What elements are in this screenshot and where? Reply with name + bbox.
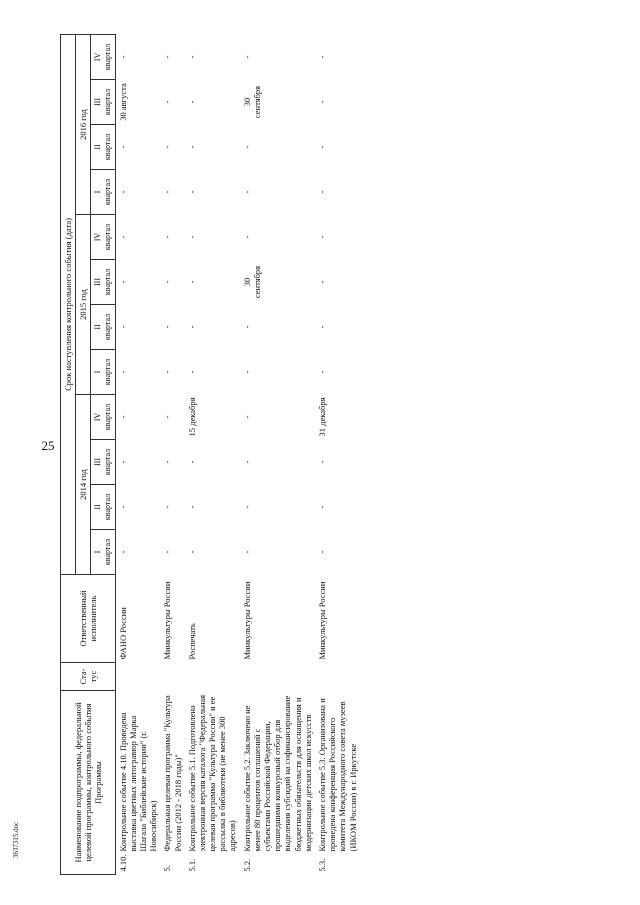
row-number: 5.3.	[316, 858, 327, 872]
row-date-cell: -	[117, 280, 128, 284]
header-quarter-word: квартал	[102, 538, 112, 566]
header-name: Наименование подпрограммы, федеральной целевой программы, контрольного события Программы	[61, 691, 116, 875]
header-quarter	[91, 485, 115, 530]
row-date-cell: -	[186, 325, 197, 329]
row-date-cell: -	[162, 505, 173, 509]
header-quarter-word: квартал	[102, 493, 112, 521]
header-quarter-word: квартал	[102, 268, 112, 296]
row-executor: Роспечать	[186, 623, 197, 660]
row-date-cell: 30 сентября	[241, 85, 262, 119]
row-date-cell: -	[316, 370, 327, 374]
table-row	[240, 34, 315, 874]
row-date-cell: -	[162, 100, 173, 104]
row-status	[185, 663, 240, 691]
row-date-cell: -	[117, 370, 128, 374]
header-quarter-word: квартал	[102, 448, 112, 476]
row-date-cell: -	[186, 280, 197, 284]
header-quarter-num: I	[93, 370, 103, 374]
table-row	[185, 34, 240, 874]
header-quarter	[91, 305, 115, 350]
page-number: 25	[41, 438, 55, 453]
control-events-table	[60, 34, 360, 875]
row-date-cell: -	[162, 145, 173, 149]
row-executor: Минкультуры России	[241, 581, 252, 660]
header-quarter-word: квартал	[102, 223, 112, 251]
row-name: Федеральная целевая программа "Культура России (2012 - 2018 годы)"	[162, 695, 183, 852]
row-date-cell: -	[241, 55, 252, 59]
header-quarter	[91, 260, 115, 305]
row-date-cell: -	[186, 550, 197, 554]
row-status	[115, 663, 160, 691]
row-number: 5.1.	[186, 858, 197, 872]
header-deadline: Срок наступления контрольного события (дата)	[61, 34, 76, 574]
header-quarter-num: IV	[93, 52, 103, 62]
row-date-cell: -	[117, 550, 128, 554]
row-executor: Минкультуры России	[162, 581, 173, 660]
row-date-cell: -	[316, 145, 327, 149]
header-quarter-word: квартал	[102, 358, 112, 386]
row-date-cell: 15 декабря	[186, 397, 197, 437]
table-row	[315, 34, 360, 874]
row-date-cell: -	[117, 235, 128, 239]
row-date-cell: -	[241, 415, 252, 419]
row-date-cell: -	[186, 100, 197, 104]
header-quarter	[91, 170, 115, 215]
rotated-table-container	[60, 35, 612, 875]
row-date-cell: -	[162, 190, 173, 194]
header-quarter-num: III	[93, 98, 103, 106]
header-quarter-num: II	[93, 504, 103, 510]
header-quarter	[91, 125, 115, 170]
row-date-cell: -	[117, 460, 128, 464]
header-executor: Ответственный исполнитель	[61, 575, 116, 663]
row-date-cell: -	[241, 460, 252, 464]
footer-text: 3637315.doc	[12, 821, 20, 859]
header-quarter-word: квартал	[102, 133, 112, 161]
row-date-cell: -	[241, 235, 252, 239]
row-date-cell: -	[162, 235, 173, 239]
row-date-cell: -	[186, 505, 197, 509]
header-quarter-word: квартал	[102, 43, 112, 71]
row-date-cell: -	[162, 460, 173, 464]
row-status	[240, 663, 315, 691]
row-date-cell: -	[316, 235, 327, 239]
header-quarter-num: I	[93, 190, 103, 194]
row-date-cell: -	[241, 550, 252, 554]
row-name: Контрольное событие 5.3. Организована и проведена конференция Российского комитета Международного совета музеев (ИКОМ России) в г. Иркутске	[316, 698, 358, 852]
row-number: 4.10.	[117, 854, 128, 872]
header-year: 2015 год	[76, 215, 91, 395]
row-date-cell: 30 августа	[117, 83, 128, 121]
header-quarter-num: IV	[93, 412, 103, 422]
header-year: 2016 год	[76, 34, 91, 214]
row-date-cell: -	[316, 325, 327, 329]
row-name: Контрольное событие 5.1. Подготовлена электронная версия каталога "Федеральная целевая программа "Культура России" и ее рассылка в библиотеки (не менее 300 адресов)	[186, 694, 238, 852]
header-quarter-word: квартал	[102, 403, 112, 431]
row-status	[160, 663, 184, 691]
header-quarter-word: квартал	[102, 313, 112, 341]
row-date-cell: 30 сентября	[241, 265, 262, 299]
row-date-cell: -	[316, 190, 327, 194]
row-date-cell: -	[117, 505, 128, 509]
header-quarter-num: III	[93, 458, 103, 466]
header-quarter-word: квартал	[102, 178, 112, 206]
row-date-cell: -	[316, 100, 327, 104]
row-date-cell: -	[186, 460, 197, 464]
row-date-cell: -	[186, 235, 197, 239]
row-date-cell: -	[316, 55, 327, 59]
row-date-cell: -	[316, 460, 327, 464]
header-quarter	[91, 530, 115, 575]
header-quarter	[91, 350, 115, 395]
row-executor: Минкультуры России	[316, 581, 327, 660]
footer-filename	[6, 790, 26, 890]
header-status: Ста-тус	[61, 663, 116, 691]
row-date-cell: -	[241, 370, 252, 374]
row-date-cell: 31 декабря	[316, 397, 327, 437]
row-status	[315, 663, 360, 691]
row-date-cell: -	[162, 415, 173, 419]
header-quarter	[91, 80, 115, 125]
row-date-cell: -	[117, 190, 128, 194]
table-row	[115, 34, 160, 874]
row-date-cell: -	[162, 370, 173, 374]
header-year: 2014 год	[76, 395, 91, 575]
row-date-cell: -	[241, 505, 252, 509]
row-number: 5.2.	[241, 858, 252, 872]
row-date-cell: -	[186, 55, 197, 59]
row-date-cell: -	[162, 55, 173, 59]
row-date-cell: -	[117, 55, 128, 59]
row-date-cell: -	[162, 550, 173, 554]
row-date-cell: -	[162, 325, 173, 329]
header-quarter-num: II	[93, 144, 103, 150]
row-date-cell: -	[162, 280, 173, 284]
header-quarter	[91, 215, 115, 260]
row-date-cell: -	[186, 190, 197, 194]
row-date-cell: -	[241, 325, 252, 329]
row-date-cell: -	[241, 145, 252, 149]
header-quarter-num: III	[93, 278, 103, 286]
row-date-cell: -	[316, 550, 327, 554]
table-row	[160, 34, 184, 874]
row-date-cell: -	[241, 190, 252, 194]
header-quarter	[91, 34, 115, 79]
row-date-cell: -	[186, 145, 197, 149]
header-quarter-num: I	[93, 550, 103, 554]
row-number: 5.	[162, 865, 173, 872]
row-date-cell: -	[316, 280, 327, 284]
header-quarter	[91, 395, 115, 440]
row-date-cell: -	[117, 145, 128, 149]
row-executor: ФАНО России	[117, 607, 128, 660]
row-date-cell: -	[117, 325, 128, 329]
row-date-cell: -	[117, 415, 128, 419]
header-quarter-word: квартал	[102, 88, 112, 116]
header-quarter	[91, 440, 115, 485]
row-date-cell: -	[316, 505, 327, 509]
row-name: Контрольное событие 5.2. Заключено не менее 80 процентов соглашений с субъектами Российской Федерации, прошедшими конкурсный отбор для выделения субсидий на софинансирование бюджетных обязательств для оснащения и модернизации детских школ искусств	[241, 695, 313, 852]
row-name: Контрольное событие 4.10. Проведена выставка цветных литогравюр Марка Шагала "Библейские истории" (г. Новосибирск)	[117, 712, 159, 852]
rotated-table-frame	[60, 35, 612, 875]
header-quarter-num: IV	[93, 232, 103, 242]
row-date-cell: -	[186, 370, 197, 374]
header-quarter-num: II	[93, 324, 103, 330]
